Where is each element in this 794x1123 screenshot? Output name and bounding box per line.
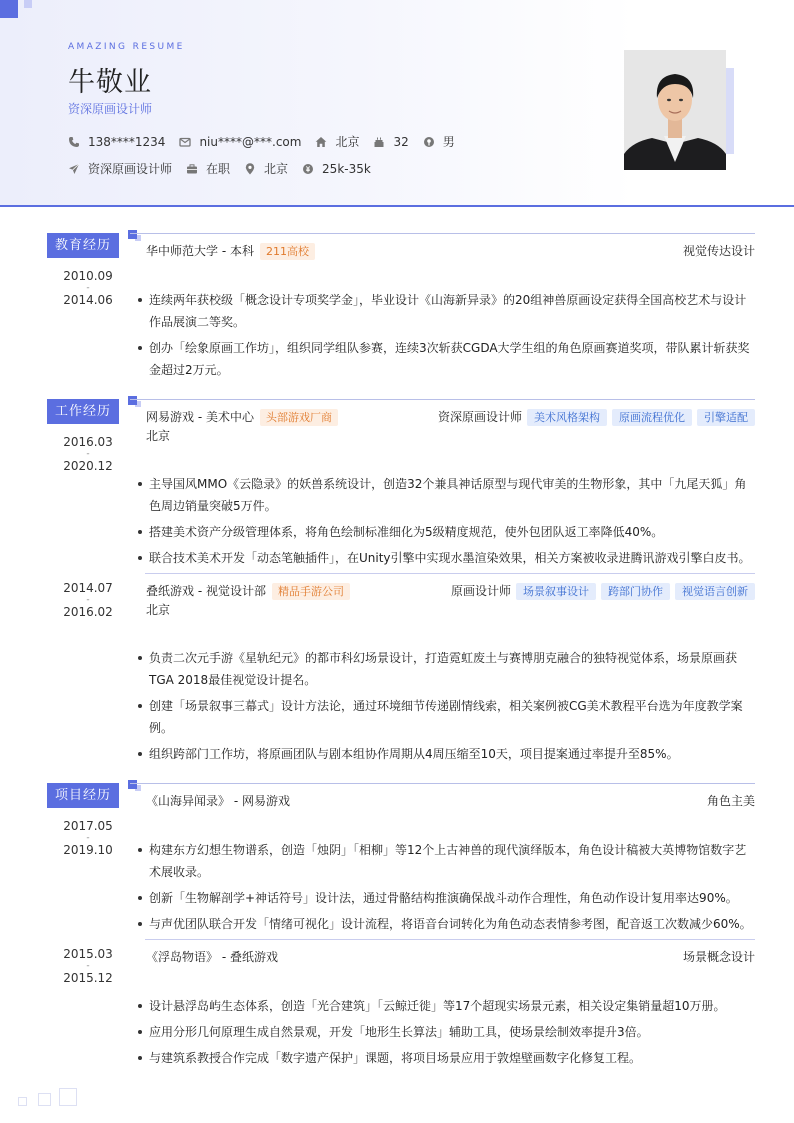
project-entry-header: [146, 948, 755, 968]
footer-decoration: [59, 1088, 77, 1106]
work-start-date: 2016.03: [63, 435, 113, 449]
gender-icon: [423, 136, 435, 148]
section-title-work: 工作经历: [47, 399, 119, 424]
age-value: 32: [393, 134, 409, 149]
job-role: 原画设计师: [450, 584, 511, 598]
header-divider: [0, 205, 794, 207]
corner-decoration: [0, 0, 18, 18]
list-item: 组织跨部门工作坊，将原画团队与剧本组协作周期从4周压缩至10天，项目提案通过率提升至85%。: [138, 743, 755, 765]
list-item: 与建筑系教授合作完成「数字遗产保护」课题，将项目场景应用于敦煌壁画数字化修复工程。: [138, 1047, 755, 1069]
project-name: 《浮岛物语》 - 叠纸游戏: [146, 950, 278, 964]
work-city: 北京: [146, 429, 171, 443]
home-icon: [315, 136, 327, 148]
briefcase-icon: [186, 163, 198, 175]
footer-decoration: [18, 1097, 27, 1106]
project-bullets: [138, 839, 755, 939]
entry-divider: [145, 573, 755, 574]
school-tag: 211高校: [260, 243, 315, 260]
edu-start-date: 2010.09: [63, 269, 113, 283]
email-address: niu****@***.com: [199, 134, 302, 149]
gender-info: [423, 133, 455, 150]
project-entry-header: [146, 792, 755, 812]
edu-entry-header: [146, 242, 755, 262]
project-end-date: 2015.12: [63, 971, 113, 985]
section-divider: [130, 233, 755, 234]
mail-icon: [179, 136, 191, 148]
location-pin-icon: [244, 163, 256, 175]
section-divider: [130, 399, 755, 400]
work-entry-header: [146, 582, 755, 602]
work-date-range: [47, 434, 129, 474]
avatar: [624, 50, 726, 170]
list-item: 创新「生物解剖学+神话符号」设计法，通过骨骼结构推演确保战斗动作合理性，角色动作设计复用率达90%。: [138, 887, 755, 909]
skill-tag: 场景叙事设计: [516, 583, 596, 600]
skill-tag: 视觉语言创新: [675, 583, 755, 600]
status-value: 在职: [206, 162, 231, 176]
project-start-date: 2017.05: [63, 819, 113, 833]
work-bullets: [138, 473, 755, 573]
hometown-value: 北京: [335, 135, 360, 149]
company-name: 网易游戏 - 美术中心: [146, 410, 254, 424]
target-role-value: 资深原画设计师: [88, 162, 173, 176]
list-item: 设计悬浮岛屿生态体系，创造「光合建筑」「云鲸迁徙」等17个超现实场景元素，相关设定集销量超10万册。: [138, 995, 755, 1017]
age-info: [373, 135, 408, 149]
section-title-education: 教育经历: [47, 233, 119, 258]
project-name: 《山海异闻录》 - 网易游戏: [146, 794, 290, 808]
work-end-date: 2020.12: [63, 459, 113, 473]
project-start-date: 2015.03: [63, 947, 113, 961]
candidate-name: 牛敬业: [68, 67, 152, 98]
list-item: 主导国风MMO《云隐录》的妖兽系统设计，创造32个兼具神话原型与现代审美的生物形象，其中「九尾天狐」角色周边销量突破5万件。: [138, 473, 755, 517]
list-item: 连续两年获校级「概念设计专项奖学金」，毕业设计《山海新异录》的20组神兽原画设定获得全国高校艺术与设计作品展演二等奖。: [138, 289, 755, 333]
list-item: 联合技术美术开发「动态笔触插件」，在Unity引擎中实现水墨渲染效果，相关方案被收录进腾讯游戏引擎白皮书。: [138, 547, 755, 569]
target-city-info: [244, 160, 288, 177]
work-bullets: [138, 647, 755, 769]
footer-decoration: [38, 1093, 51, 1106]
date-dash: -: [86, 595, 90, 605]
resume-eyebrow: AMAZING RESUME: [68, 42, 185, 52]
section-title-projects: 项目经历: [47, 783, 119, 808]
date-dash: -: [86, 449, 90, 459]
section-marker: [128, 780, 137, 789]
gender-value: 男: [442, 135, 455, 149]
company-tag: 头部游戏厂商: [260, 409, 338, 426]
corner-decoration-small: [24, 0, 32, 8]
list-item: 应用分形几何原理生成自然景观，开发「地形生长算法」辅助工具，使场景绘制效率提升3倍。: [138, 1021, 755, 1043]
company-name: 叠纸游戏 - 视觉设计部: [146, 584, 266, 598]
work-city: 北京: [146, 603, 171, 617]
send-icon: [68, 163, 80, 175]
project-end-date: 2019.10: [63, 843, 113, 857]
work-start-date: 2014.07: [63, 581, 113, 595]
work-date-range: [47, 580, 129, 620]
section-marker: [128, 230, 137, 239]
list-item: 创办「绘象原画工作坊」，组织同学组队参赛，连续3次斩获CGDA大学生组的角色原画赛道奖项，带队累计斩获奖金超过2万元。: [138, 337, 755, 381]
cake-icon: [373, 136, 385, 148]
salary-icon: [302, 163, 314, 175]
skill-tag: 引擎适配: [697, 409, 755, 426]
phone-info: [68, 135, 165, 149]
school-name: 华中师范大学 - 本科: [146, 244, 254, 258]
phone-number: 138****1234: [88, 134, 166, 149]
entry-divider: [145, 939, 755, 940]
edu-date-range: [47, 268, 129, 308]
date-dash: -: [86, 833, 90, 843]
target-city-value: 北京: [264, 162, 289, 176]
target-role-info: [68, 160, 172, 177]
section-marker: [128, 396, 137, 405]
list-item: 负责二次元手游《星轨纪元》的都市科幻场景设计，打造霓虹废土与赛博朋克融合的独特视觉体系，场景原画获TGA 2018最佳视觉设计提名。: [138, 647, 755, 691]
skill-tag: 美术风格架构: [527, 409, 607, 426]
salary-value: 25k-35k: [322, 161, 371, 176]
skill-tag: 原画流程优化: [612, 409, 692, 426]
date-dash: -: [86, 961, 90, 971]
candidate-title: 资深原画设计师: [68, 102, 153, 116]
skill-tag: 跨部门协作: [601, 583, 670, 600]
edu-end-date: 2014.06: [63, 293, 113, 307]
project-role: 角色主美: [706, 794, 755, 808]
list-item: 搭建美术资产分级管理体系，将角色绘制标准细化为5级精度规范，使外包团队返工率降低40%。: [138, 521, 755, 543]
section-divider: [130, 783, 755, 784]
project-bullets: [138, 995, 755, 1073]
salary-info: [302, 162, 371, 176]
company-tag: 精品手游公司: [272, 583, 350, 600]
list-item: 与声优团队联合开发「情绪可视化」设计流程，将语音台词转化为角色动态表情参考图，配音返工次数减少60%。: [138, 913, 755, 935]
project-role: 场景概念设计: [682, 950, 755, 964]
status-info: [186, 160, 230, 177]
edu-bullets: [138, 289, 755, 385]
job-role: 资深原画设计师: [437, 410, 522, 424]
email-info: [179, 135, 301, 149]
work-entry-header: [146, 408, 755, 428]
list-item: 构建东方幻想生物谱系，创造「烛阴」「相柳」等12个上古神兽的现代演绎版本，角色设计稿被大英博物馆数字艺术展收录。: [138, 839, 755, 883]
list-item: 创建「场景叙事三幕式」设计方法论，通过环境细节传递剧情线索，相关案例被CG美术教程平台选为年度教学案例。: [138, 695, 755, 739]
project-date-range: [47, 818, 129, 858]
contact-row: [68, 133, 469, 150]
date-dash: -: [86, 283, 90, 293]
job-intent-row: [68, 160, 385, 177]
hometown-info: [315, 133, 359, 150]
work-end-date: 2016.02: [63, 605, 113, 619]
phone-icon: [68, 136, 80, 148]
major-name: 视觉传达设计: [682, 244, 755, 258]
project-date-range: [47, 946, 129, 986]
